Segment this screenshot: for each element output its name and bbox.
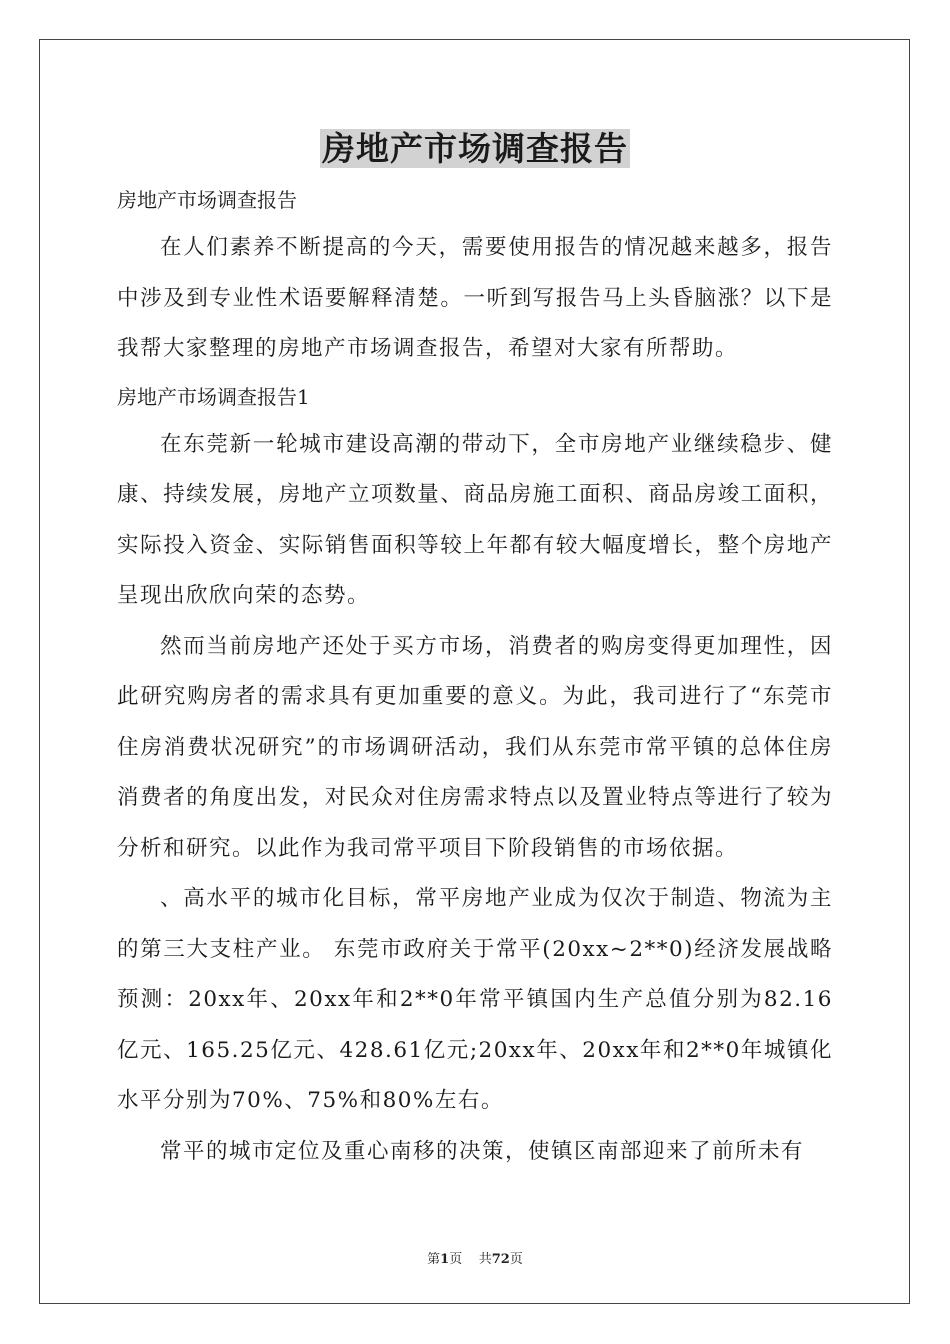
intro-paragraph: 在人们素养不断提高的今天，需要使用报告的情况越来越多，报告中涉及到专业性术语要解释清楚。一听到写报告马上头昏脑涨？以下是我帮大家整理的房地产市场调查报告，希望对大家有所帮助。 bbox=[117, 235, 833, 361]
page-total: 72 bbox=[491, 1252, 510, 1267]
document-body bbox=[117, 178, 833, 1177]
body-paragraph: 、高水平的城市化目标，常平房地产业成为仅次于制造、物流为主的第三大支柱产业。 东莞市政府关于常平(20xx~2**0)经济发展战略预测：20xx年、20xx年和2**0年常平镇国内生产总值分别为82.16亿元、165.25亿元、428.61亿元;20xx年、20xx年和2**0年城镇化水平分别为70%、75%和80%左右。 bbox=[117, 886, 833, 1113]
document-title bbox=[0, 126, 950, 172]
body-paragraph: 常平的城市定位及重心南移的决策，使镇区南部迎来了前所未有 bbox=[160, 1138, 805, 1164]
page-current: 1 bbox=[440, 1252, 450, 1267]
page-suffix: 页 bbox=[509, 1252, 523, 1267]
section-heading: 房地产市场调查报告1 bbox=[117, 384, 310, 409]
document-subtitle: 房地产市场调查报告 bbox=[117, 188, 297, 212]
body-paragraph: 在东莞新一轮城市建设高潮的带动下，全市房地产业继续稳步、健康、持续发展，房地产立项数量、商品房施工面积、商品房竣工面积，实际投入资金、实际销售面积等较上年都有较大幅度增长，整个房地产呈现出欣欣向荣的态势。 bbox=[117, 431, 833, 608]
page-prefix: 第 bbox=[427, 1252, 441, 1267]
page-mid: 页 共 bbox=[449, 1252, 492, 1267]
page-footer bbox=[0, 1248, 950, 1267]
body-paragraph: 然而当前房地产还处于买方市场，消费者的购房变得更加理性，因此研究购房者的需求具有更加重要的意义。为此，我司进行了“东莞市住房消费状况研究”的市场调研活动，我们从东莞市常平镇的总体住房消费者的角度出发，对民众对住房需求特点以及置业特点等进行了较为分析和研究。以此作为我司常平项目下阶段销售的市场依据。 bbox=[117, 633, 833, 861]
document-title-text: 房地产市场调查报告 bbox=[322, 129, 628, 168]
